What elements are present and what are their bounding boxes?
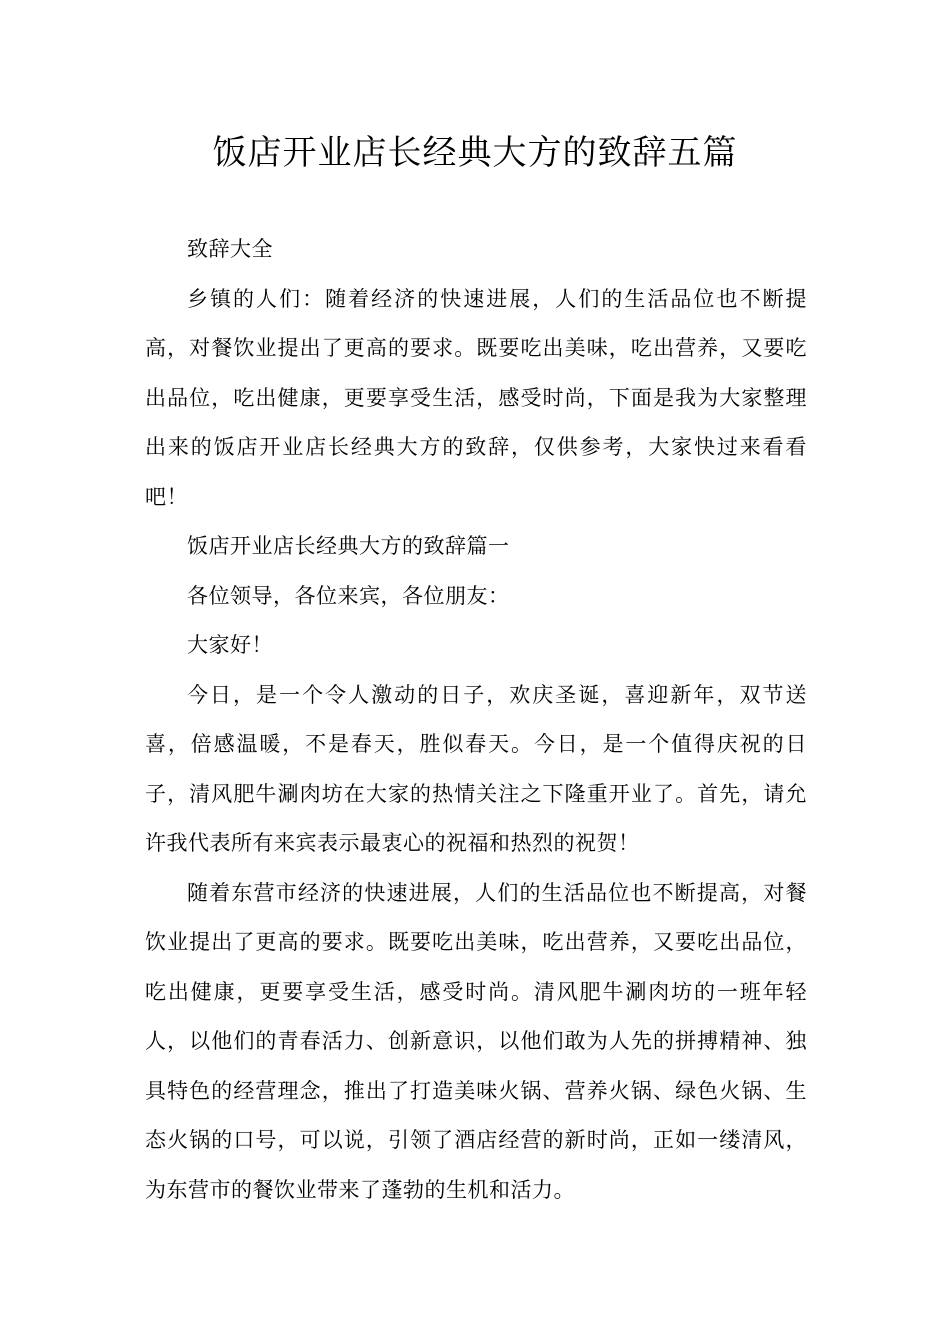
paragraph: 大家好！ [187, 633, 273, 657]
document-body [145, 225, 807, 1215]
paragraph: 各位领导，各位来宾，各位朋友： [187, 583, 510, 608]
paragraph: 随着东营市经济的快速进展，人们的生活品位也不断提高，对餐饮业提出了更高的要求。既要吃出美味，吃出营养，又要吃出品位，吃出健康，更要享受生活，感受时尚。清风肥牛涮肉坊的一班年轻人，以他们的青春活力、创新意识，以他们敢为人先的拼搏精神、独具特色的经营理念，推出了打造美味火锅、营养火锅、绿色火锅、生态火锅的口号，可以说，引领了酒店经营的新时尚，正如一缕清风，为东营市的餐饮业带来了蓬勃的生机和活力。 [145, 880, 807, 1202]
paragraph: 致辞大全 [187, 237, 273, 261]
document-title: 饭店开业店长经典大方的致辞五篇 [212, 133, 738, 173]
paragraph: 今日，是一个令人激动的日子，欢庆圣诞，喜迎新年，双节送喜，倍感温暖，不是春天，胜似春天。今日，是一个值得庆祝的日子，清风肥牛涮肉坊在大家的热情关注之下隆重开业了。首先，请允许我代表所有来宾表示最衷心的祝福和热烈的祝贺！ [145, 682, 807, 855]
paragraph: 乡镇的人们：随着经济的快速进展，人们的生活品位也不断提高，对餐饮业提出了更高的要求。既要吃出美味，吃出营养，又要吃出品位，吃出健康，更要享受生活，感受时尚，下面是我为大家整理出来的饭店开业店长经典大方的致辞，仅供参考，大家快过来看看吧！ [145, 286, 807, 509]
paragraph: 饭店开业店长经典大方的致辞篇一 [187, 534, 510, 558]
